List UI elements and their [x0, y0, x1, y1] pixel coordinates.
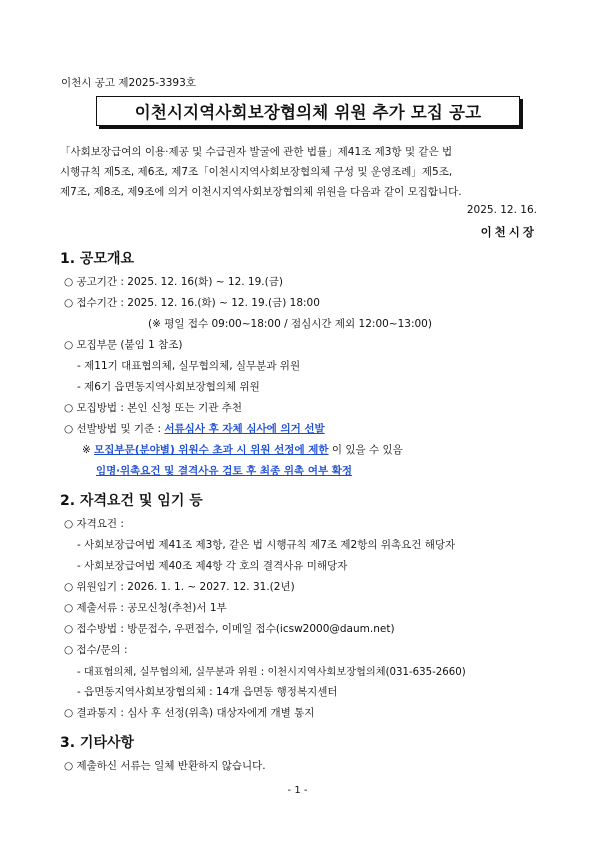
section-heading-misc: 3. 기타사항: [60, 735, 135, 751]
required-documents: ○ 제출서류 : 공모신청(추천)서 1부: [64, 602, 227, 614]
notice-period: ○ 공고기간 : 2025. 12. 16(화) ~ 12. 19.(금): [64, 276, 283, 288]
selection-note: [82, 442, 403, 457]
note-line-2: 임명‧위촉요건 및 결격사유 검토 후 최종 위촉 여부 확정: [96, 465, 353, 477]
application-method: ○ 접수방법 : 방문접수, 우편접수, 이메일 접수(icsw2000@daum.net): [64, 623, 395, 635]
issuer-name: 이천시장: [480, 225, 537, 239]
contact-item: - 대표협의체, 실무협의체, 실무분과 위원 : 이천시지역사회보장협의체(031-635-2660): [77, 667, 466, 678]
receipt-hours-note: (※ 평일 접수 09:00~18:00 / 점심시간 제외 12:00~13:00): [148, 318, 432, 330]
receipt-period: ○ 접수기간 : 2025. 12. 16.(화) ~ 12. 19.(금) 18:00: [64, 297, 320, 309]
selection-criteria: [64, 421, 325, 436]
announcement-number: 이천시 공고 제2025-3393호: [61, 77, 196, 89]
intro-line: 제7조, 제8조, 제9조에 의거 이천시지역사회보장협의체 위원을 다음과 같이 모집합니다.: [60, 186, 462, 198]
intro-line: 시행규칙 제5조, 제6조, 제7조「이천시지역사회보장협의체 구성 및 운영조례」제5조,: [60, 166, 453, 178]
result-notice: ○ 결과통지 : 심사 후 선정(위촉) 대상자에게 개별 통지: [64, 707, 315, 719]
qualification: ○ 자격요건 :: [64, 518, 124, 530]
contact-item: - 읍면동지역사회보장협의체 : 14개 읍면동 행정복지센터: [77, 686, 338, 698]
term: ○ 위원임기 : 2026. 1. 1. ~ 2027. 12. 31.(2년): [64, 581, 295, 593]
recruit-field: ○ 모집부문 (붙임 1 참조): [64, 339, 183, 351]
selection-label: ○ 선발방법 및 기준 :: [64, 423, 165, 435]
recruit-field-item: - 제11기 대표협의체, 실무협의체, 실무분과 위원: [77, 360, 301, 372]
page-number: - 1 -: [287, 785, 308, 796]
note-suffix: 이 있을 수 있음: [331, 444, 403, 456]
qualification-item: - 사회보장급여법 제41조 제3항, 같은 법 시행규칙 제7조 제2항의 위촉요건 해당자: [77, 539, 456, 551]
section-heading-qualification: 2. 자격요건 및 임기 등: [60, 493, 203, 509]
qualification-item: - 사회보장급여법 제40조 제4항 각 호의 결격사유 미해당자: [77, 560, 348, 572]
selection-emphasis: 서류심사 후 자체 심사에 의거 선발: [164, 423, 325, 435]
document-title: 이천시지역사회보장협의체 위원 추가 모집 공고: [134, 103, 482, 122]
note-emphasis: 모집부문(분야별) 위원수 초과 시 위원 선정에 제한: [94, 444, 329, 456]
intro-line: 「사회보장급여의 이용‧제공 및 수급권자 발굴에 관한 법률」제41조 제3항 및 같은 법: [60, 146, 453, 158]
note-mark: ※: [82, 444, 95, 456]
title-box: [96, 96, 520, 126]
contact: ○ 접수/문의 :: [64, 644, 128, 656]
section-heading-overview: 1. 공모개요: [60, 251, 135, 267]
recruit-field-item: - 제6기 읍면동지역사회보장협의체 위원: [77, 381, 260, 393]
misc-item: ○ 제출하신 서류는 일체 반환하지 않습니다.: [64, 760, 266, 772]
announcement-date: 2025. 12. 16.: [466, 204, 537, 216]
intro-paragraph: [60, 142, 538, 202]
recruit-method: ○ 모집방법 : 본인 신청 또는 기관 추천: [64, 402, 243, 414]
